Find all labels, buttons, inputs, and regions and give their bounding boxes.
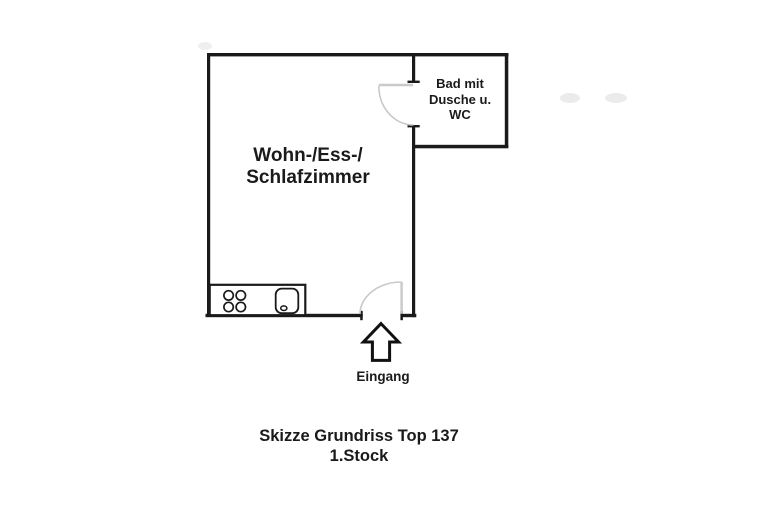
main-room-label-line1: Wohn-/Ess-/ — [253, 145, 363, 166]
bathroom-label-line1: Bad mit — [436, 76, 484, 91]
main-room-label — [208, 145, 408, 188]
entrance-label: Eingang — [356, 369, 410, 384]
sink-icon — [276, 289, 299, 314]
kitchen-counter — [210, 285, 306, 315]
entrance-arrow-icon — [363, 324, 398, 361]
main-room-label-line2: Schlafzimmer — [246, 166, 370, 188]
entrance-door-swing-icon — [360, 282, 402, 314]
wall-divider-lower — [412, 125, 415, 317]
bathroom-label — [400, 76, 520, 123]
bathroom-label-line2: Dusche u. — [428, 91, 492, 107]
bathroom-label-line3: WC — [449, 107, 471, 122]
wall-top — [207, 53, 509, 56]
wall-bathroom-bottom — [412, 145, 508, 149]
plan-caption-line1: Skizze Grundriss Top 137 — [259, 427, 459, 445]
plan-caption-line2: 1.Stock — [329, 447, 389, 465]
plan-caption — [209, 426, 509, 466]
